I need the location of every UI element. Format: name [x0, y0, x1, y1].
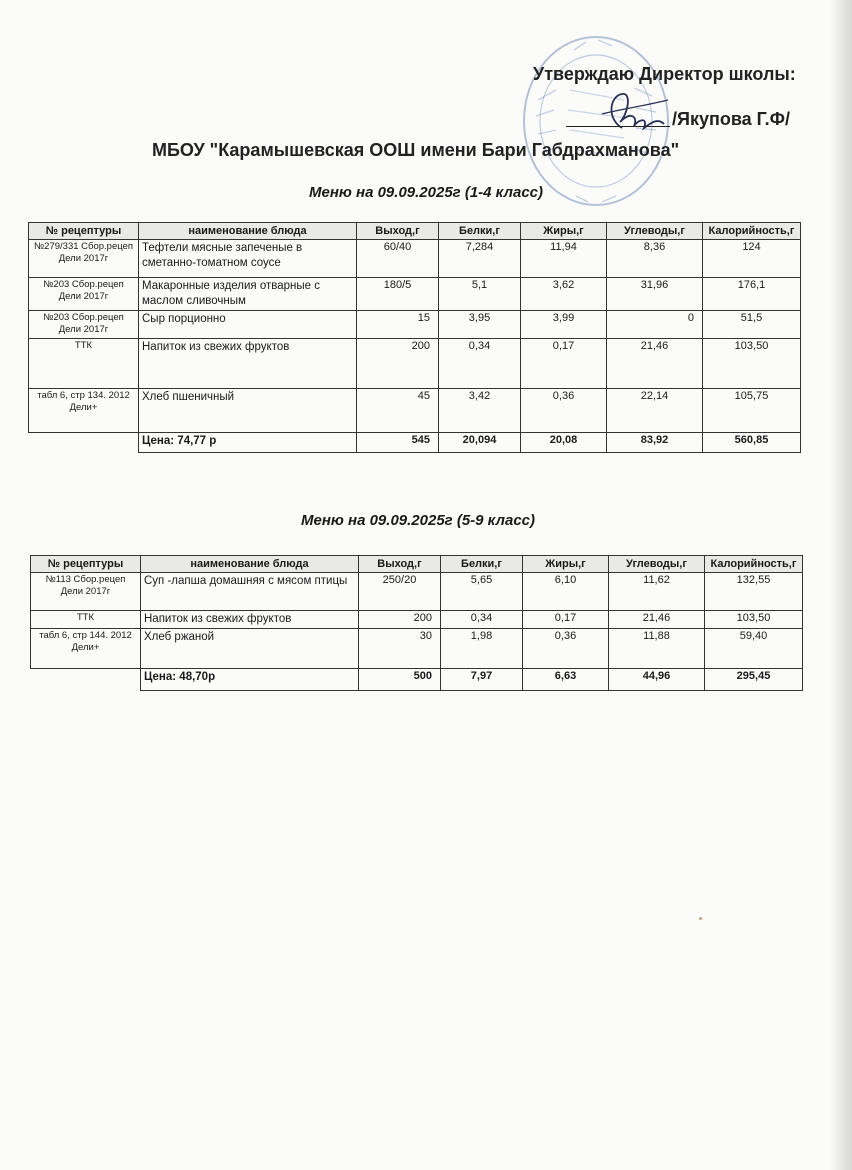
table-header-row — [29, 223, 801, 240]
kcal-value: 59,40 — [705, 629, 803, 669]
yield-value: 200 — [357, 339, 439, 389]
col-header-yield: Выход,г — [359, 556, 441, 573]
total-fat: 20,08 — [521, 433, 607, 453]
fat-value: 3,99 — [521, 311, 607, 339]
price-label: Цена: 74,77 р — [139, 433, 357, 453]
dish-name: Сыр порционно — [139, 311, 357, 339]
yield-value: 60/40 — [357, 240, 439, 278]
kcal-value: 124 — [703, 240, 801, 278]
carbs-value: 31,96 — [607, 278, 703, 311]
approval-signer: /Якупова Г.Ф/ — [672, 109, 790, 129]
protein-value: 5,65 — [441, 573, 523, 611]
carbs-value: 11,62 — [609, 573, 705, 611]
total-yield: 500 — [359, 669, 441, 691]
dish-name: Хлеб пшеничный — [139, 389, 357, 433]
dish-name: Напиток из свежих фруктов — [139, 339, 357, 389]
protein-value: 5,1 — [439, 278, 521, 311]
total-fat: 6,63 — [523, 669, 609, 691]
yield-value: 250/20 — [359, 573, 441, 611]
carbs-value: 11,88 — [609, 629, 705, 669]
yield-value: 200 — [359, 611, 441, 629]
total-carbs: 44,96 — [609, 669, 705, 691]
yield-value: 30 — [359, 629, 441, 669]
table-row — [29, 278, 801, 311]
fat-value: 0,17 — [523, 611, 609, 629]
yield-value: 45 — [357, 389, 439, 433]
dish-name: Тефтели мясные запеченые в сметанно-томатном соусе — [139, 240, 357, 278]
table-row — [29, 389, 801, 433]
director-signature — [592, 88, 674, 136]
col-header-fat: Жиры,г — [523, 556, 609, 573]
table-row — [31, 573, 803, 611]
total-row — [29, 433, 801, 453]
school-name: МБОУ "Карамышевская ООШ имени Бари Габдрахманова" — [152, 140, 680, 160]
kcal-value: 132,55 — [705, 573, 803, 611]
fat-value: 0,36 — [521, 389, 607, 433]
total-protein: 20,094 — [439, 433, 521, 453]
protein-value: 3,42 — [439, 389, 521, 433]
table-row — [29, 240, 801, 278]
kcal-value: 176,1 — [703, 278, 801, 311]
fat-value: 0,36 — [523, 629, 609, 669]
total-yield: 545 — [357, 433, 439, 453]
menu-title-1-4: Меню на 09.09.2025г (1-4 класс) — [308, 184, 544, 201]
kcal-value: 103,50 — [703, 339, 801, 389]
menu-table-1-4 — [28, 222, 801, 453]
recipe-code: №113 Сбор.рецеп Дели 2017г — [31, 573, 141, 611]
col-header-code: № рецептуры — [31, 556, 141, 573]
fat-value: 0,17 — [521, 339, 607, 389]
fat-value: 11,94 — [521, 240, 607, 278]
recipe-code: ТТК — [29, 339, 139, 389]
total-carbs: 83,92 — [607, 433, 703, 453]
recipe-code: №203 Сбор.рецеп Дели 2017г — [29, 278, 139, 311]
total-blank-cell — [29, 433, 139, 453]
col-header-dish: наименование блюда — [139, 223, 357, 240]
col-header-protein: Белки,г — [441, 556, 523, 573]
recipe-code: №279/331 Сбор.рецеп Дели 2017г — [29, 240, 139, 278]
page-edge-shadow — [830, 0, 852, 1170]
recipe-code: №203 Сбор.рецеп Дели 2017г — [29, 311, 139, 339]
table-row — [29, 311, 801, 339]
recipe-code: табл 6, стр 134. 2012 Дели+ — [29, 389, 139, 433]
dish-name: Напиток из свежих фруктов — [141, 611, 359, 629]
col-header-protein: Белки,г — [439, 223, 521, 240]
fat-value: 3,62 — [521, 278, 607, 311]
yield-value: 180/5 — [357, 278, 439, 311]
carbs-value: 21,46 — [607, 339, 703, 389]
fat-value: 6,10 — [523, 573, 609, 611]
table-header-row — [31, 556, 803, 573]
carbs-value: 21,46 — [609, 611, 705, 629]
approval-title: Утверждаю Директор школы: — [533, 64, 796, 84]
menu-table-5-9 — [30, 555, 803, 691]
paper-speck — [699, 917, 702, 920]
protein-value: 7,284 — [439, 240, 521, 278]
protein-value: 0,34 — [441, 611, 523, 629]
menu-title-5-9: Меню на 09.09.2025г (5-9 класс) — [300, 512, 536, 529]
kcal-value: 51,5 — [703, 311, 801, 339]
table-row — [31, 629, 803, 669]
dish-name: Хлеб ржаной — [141, 629, 359, 669]
col-header-carbs: Углеводы,г — [609, 556, 705, 573]
kcal-value: 103,50 — [705, 611, 803, 629]
kcal-value: 105,75 — [703, 389, 801, 433]
dish-name: Макаронные изделия отварные с маслом сливочным — [139, 278, 357, 311]
protein-value: 0,34 — [439, 339, 521, 389]
table-row — [29, 339, 801, 389]
total-kcal: 560,85 — [703, 433, 801, 453]
yield-value: 15 — [357, 311, 439, 339]
price-label: Цена: 48,70р — [141, 669, 359, 691]
total-blank-cell — [31, 669, 141, 691]
recipe-code: табл 6, стр 144. 2012 Дели+ — [31, 629, 141, 669]
recipe-code: ТТК — [31, 611, 141, 629]
signature-line — [566, 126, 670, 127]
protein-value: 3,95 — [439, 311, 521, 339]
carbs-value: 22,14 — [607, 389, 703, 433]
carbs-value: 8,36 — [607, 240, 703, 278]
col-header-kcal: Калорийность,г — [705, 556, 803, 573]
carbs-value: 0 — [607, 311, 703, 339]
total-row — [31, 669, 803, 691]
total-kcal: 295,45 — [705, 669, 803, 691]
col-header-kcal: Калорийность,г — [703, 223, 801, 240]
protein-value: 1,98 — [441, 629, 523, 669]
col-header-fat: Жиры,г — [521, 223, 607, 240]
total-protein: 7,97 — [441, 669, 523, 691]
col-header-carbs: Углеводы,г — [607, 223, 703, 240]
col-header-dish: наименование блюда — [141, 556, 359, 573]
table-row — [31, 611, 803, 629]
dish-name: Суп -лапша домашняя с мясом птицы — [141, 573, 359, 611]
col-header-code: № рецептуры — [29, 223, 139, 240]
col-header-yield: Выход,г — [357, 223, 439, 240]
